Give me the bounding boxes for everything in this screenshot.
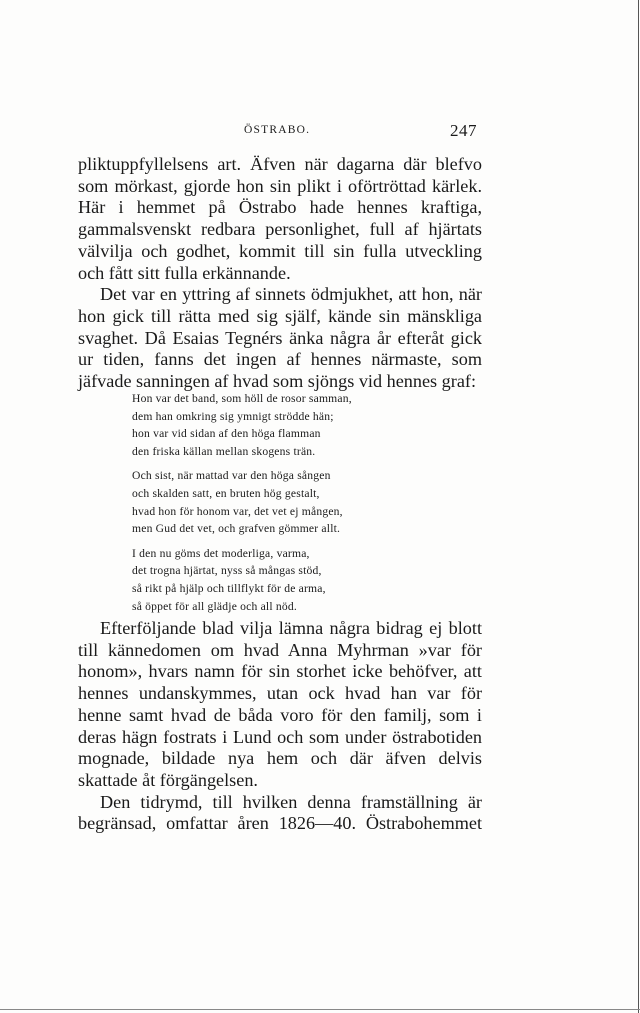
poem-stanza-3 (132, 545, 432, 615)
paragraph-4: Den tidrymd, till hvilken denna framställning är begränsad, omfattar åren 1826—40. Östrabohemmet (78, 791, 482, 834)
paragraph-3: Efterföljande blad vilja lämna några bidrag ej blott till kännedomen om hvad Anna Myhrman »var för honom», hvars namn för sin storhet icke behöfver, att hennes undanskymmes, utan ock hvad han var för henne samt hvad de båda voro för den familj, som i deras hägn fostrats i Lund och som under östrabotiden mognade, bildade nya hem och där äfven delvis skattade åt förgängelsen. (78, 618, 482, 790)
poem-line: hvad hon för honom var, det vet ej mången, (132, 504, 343, 518)
poem-line: och skalden satt, en bruten hög gestalt, (132, 486, 320, 500)
poem-line: hon var vid sidan af den höga flamman (132, 427, 321, 441)
text-block-top (78, 154, 482, 393)
poem-line: men Gud det vet, och grafven gömmer allt. (132, 522, 341, 536)
poem-line: dem han omkring sig ymnigt strödde hän; (132, 409, 334, 423)
poem-line: I den nu göms det moderliga, varma, (132, 546, 310, 560)
poem-line: så öppet för all glädje och all nöd. (132, 599, 297, 613)
poem-stanza-2 (132, 467, 432, 537)
running-head: ÖSTRABO. (244, 124, 311, 136)
poem (132, 390, 432, 622)
page-edge-bottom (0, 1009, 640, 1010)
poem-line: Och sist, när mattad var den höga sången (132, 469, 331, 483)
page-header (0, 121, 640, 144)
paragraph-1: pliktuppfyllelsens art. Äfven när dagarna där blefvo som mörkast, gjorde hon sin plikt i oförtröttad kärlek. Här i hemmet på Östrabo hade hennes kraftiga, gammalsvenskt redbara personlighet, full af hjärtats välvilja och godhet, kommit till sin fulla utveckling och fått sitt fulla erkännande. (78, 154, 482, 283)
poem-stanza-1 (132, 390, 432, 460)
poem-line: den friska källan mellan skogens trän. (132, 444, 316, 458)
poem-line: så rikt på hjälp och tillflykt för de arma, (132, 581, 326, 595)
poem-line: det trogna hjärtat, nyss så mångas stöd, (132, 564, 322, 578)
page-edge-right (638, 0, 639, 1013)
page-number: 247 (450, 121, 477, 140)
paragraph-2: Det var en yttring af sinnets ödmjukhet, att hon, när hon gick till rätta med sig själf, kände sin mänskliga svaghet. Då Esaias Tegnérs änka några år efteråt gick ur tiden, fanns det ingen af hennes närmaste, som jäfvade sanningen af hvad som sjöngs vid hennes graf: (78, 284, 482, 392)
text-block-bottom (78, 618, 482, 835)
poem-line: Hon var det band, som höll de rosor samman, (132, 392, 352, 405)
